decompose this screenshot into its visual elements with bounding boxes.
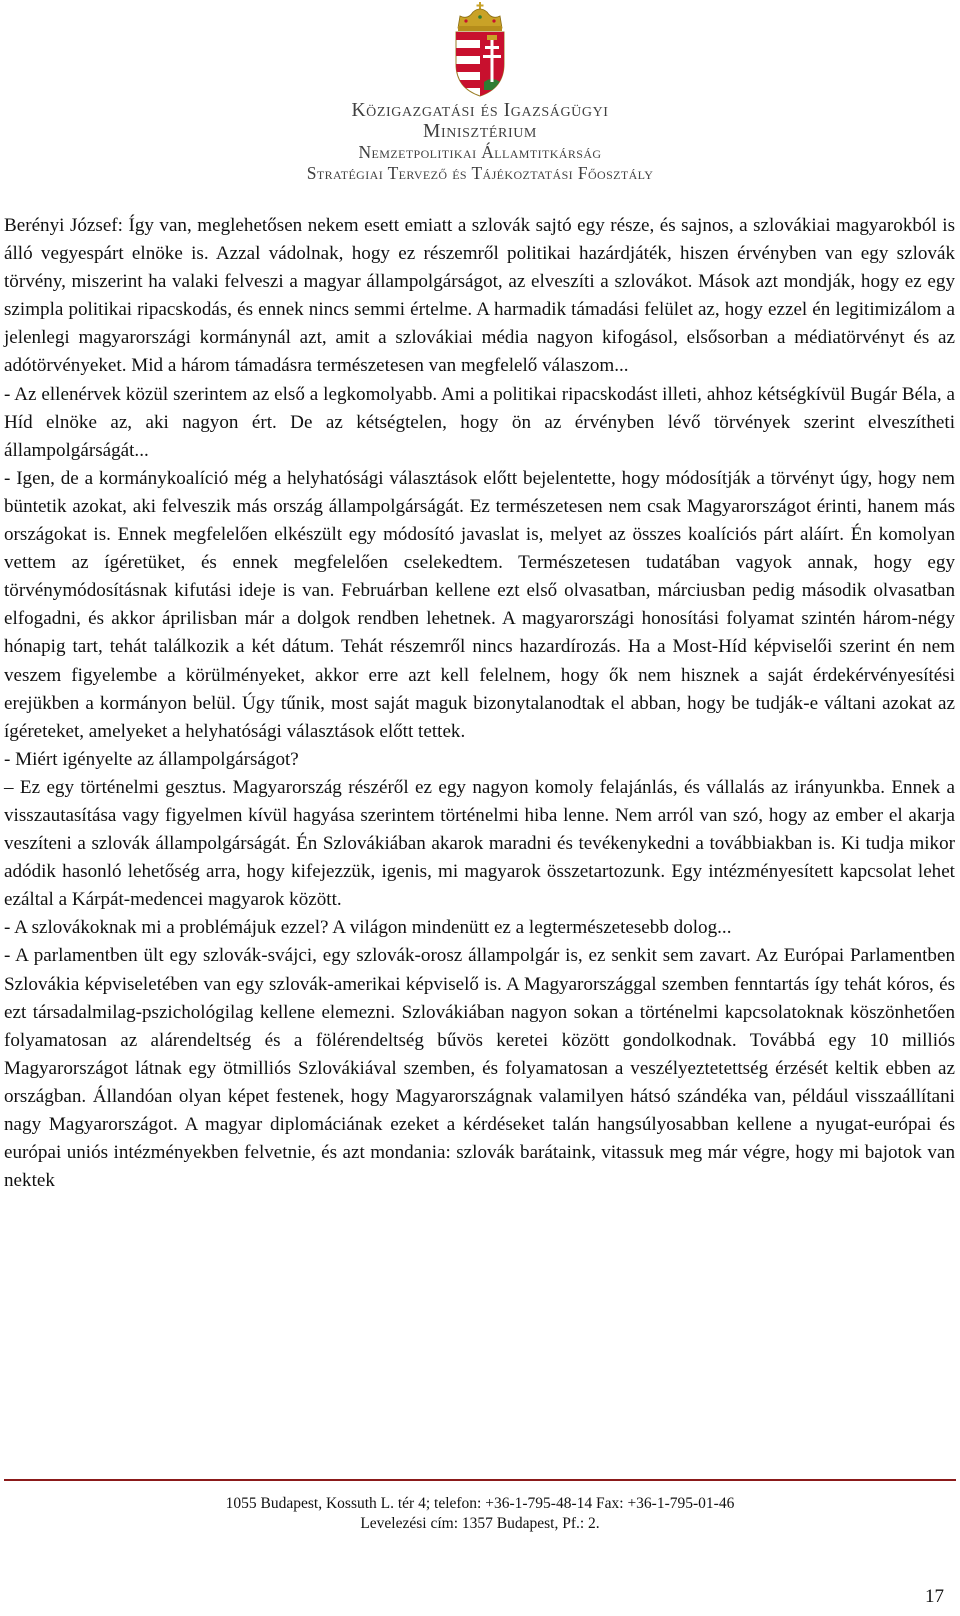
paragraph: – Ez egy történelmi gesztus. Magyarország részéről ez egy nagyon komoly felajánlás, és vállalás az irányunkba. Ennek a visszautasítása vagy figyelmen kívül hagyása szerintem történelmi hiba lenne. Nem arról van szó, hogy az ember el akarja veszíteni a szlovák állampolgárságát. Én Szlovákiában akarok maradni és tevékenykedni a továbbiakban is. Ki tudja mikor adódik hasonló lehetőség arra, hogy kifejezzük, igenis, mi magyarok összetartozunk. Egy intézményesített kapcsolat lehet ezáltal a Kárpát-medencei magyarok között. [4,776,955,911]
letterhead [0,0,960,190]
document-body [4,212,955,1195]
hungarian-coat-of-arms-icon [446,2,514,98]
ministry-line-4: Stratégiai Tervező és Tájékoztatási Főosztály [306,163,654,183]
ministry-name [0,100,960,184]
footer [0,1494,960,1534]
page-number: 17 [925,1586,944,1607]
footer-mailing-address: Levelezési cím: 1357 Budapest, Pf.: 2. [360,1515,600,1532]
paragraph: - Az ellenérvek közül szerintem az első a legkomolyabb. Ami a politikai ripacskodást illeti, ahhoz kétségkívül Bugár Béla, a Híd elnöke az, aki nagyon ért. De az kétségtelen, hogy ön az érvényben lévő törvények szerint elveszítheti állampolgárságát... [4,383,955,461]
paragraph: - A parlamentben ült egy szlovák-svájci, egy szlovák-orosz állampolgár is, ez senkit sem zavart. Az Európai Parlamentben Szlovákia képviseletében van egy szlovák-amerikai képviselő is. A Magyarországgal szemben fenntartás így tehát kóros, és ezt társadalmilag-pszichológilag kellene elemezni. Szlovákiában nagyon sokan a történelmi kapcsolatoknak köszönhetően folyamatosan az alárendeltség és a fölérendeltség bűvös keretei között gondolkodnak. Továbbá egy 10 milliós Magyarországot látnak egy ötmilliós Szlovákiával szemben, és folyamatosan a veszélyeztetettség érzését keltik ebben az országban. Állandóan olyan képet festenek, hogy Magyarországnak valamilyen hátsó szándéka van, például visszaállítani nagy Magyarországot. A magyar diplomáciának ezeket a kérdéseket talán hangsúlyosabban kellene a nyugat-európai és európai uniós intézményekben felvetnie, és azt mondania: szlovák barátaink, vitassuk meg már végre, hogy mi bajotok van nektek [4,945,955,1192]
paragraph: Berényi József: Így van, meglehetősen nekem esett emiatt a szlovák sajtó egy része, és sajnos, a szlovákiai magyarokból is álló vegyespárt elnöke is. Azzal vádolnak, hogy ez részemről politikai hazárdjáték, hiszen érvényben van egy szlovák törvény, miszerint ha valaki felveszi a magyar állampolgárságot, az elveszíti a szlovákot. Mások azt mondják, hogy ez egy szimpla politikai ripacskodás, és ennek nincs semmi értelme. A harmadik támadási felület az, hogy ezzel én legitimizálom a jelenlegi magyarországi kormánynál azt, amit a szlovákiai média nagyon kifogásol, elsősorban a médiatörvényt és az adótörvényeket. Mid a három támadásra természetesen van megfelelő válaszom... [4,215,955,377]
footer-address: 1055 Budapest, Kossuth L. tér 4; telefon: +36-1-795-48-14 Fax: +36-1-795-01-46 [225,1495,735,1512]
paragraph: - Miért igényelte az állampolgárságot? [4,748,299,770]
ministry-line-1: Közigazgatási és Igazságügyi [351,100,609,121]
footer-divider [4,1479,956,1481]
paragraph: - Igen, de a kormánykoalíció még a helyhatósági választások előtt bejelentette, hogy módosítják a törvényt úgy, hogy nem büntetik azokat, aki felveszik más ország állampolgárságát. Ez természetesen nem csak Magyarországot érinti, hanem más országokat is. Ennek megfelelően elkészült egy módosító javaslat is, melyet az összes koalíciós párt aláírt. Én komolyan vettem az ígéretüket, és ennek megfelelően cselekedtem. Természetesen tudatában vagyok annak, hogy egy törvénymódosításnak kifutási ideje is van. Februárban kellene ezt első olvasatban, márciusban pedig második olvasatban elfogadni, és akkor áprilisban már a dolgok rendben lehetnek. A magyarországi honosítási folyamat szintén három-négy hónapig tart, tehát találkozik a két dátum. Tehát részemről nincs hazardírozás. Ha a Most-Híd képviselői szerint én nem veszem figyelembe a körülményeket, akkor erre azt kell felelnem, hogy ők nem hisznek a saját érdekérvényesítési erejükben a kormányon belül. Úgy tűnik, most saját maguk bizonytalanodtak el abban, hogy be tudják-e váltani azokat az ígéreteket, amelyeket a helyhatósági választások előtt tettek. [4,467,955,742]
ministry-line-3: Nemzetpolitikai Államtitkárság [358,142,602,162]
paragraph: - A szlovákoknak mi a problémájuk ezzel? A világon mindenütt ez a legtermészetesebb dolog... [4,917,732,939]
ministry-line-2: Minisztérium [423,121,537,142]
